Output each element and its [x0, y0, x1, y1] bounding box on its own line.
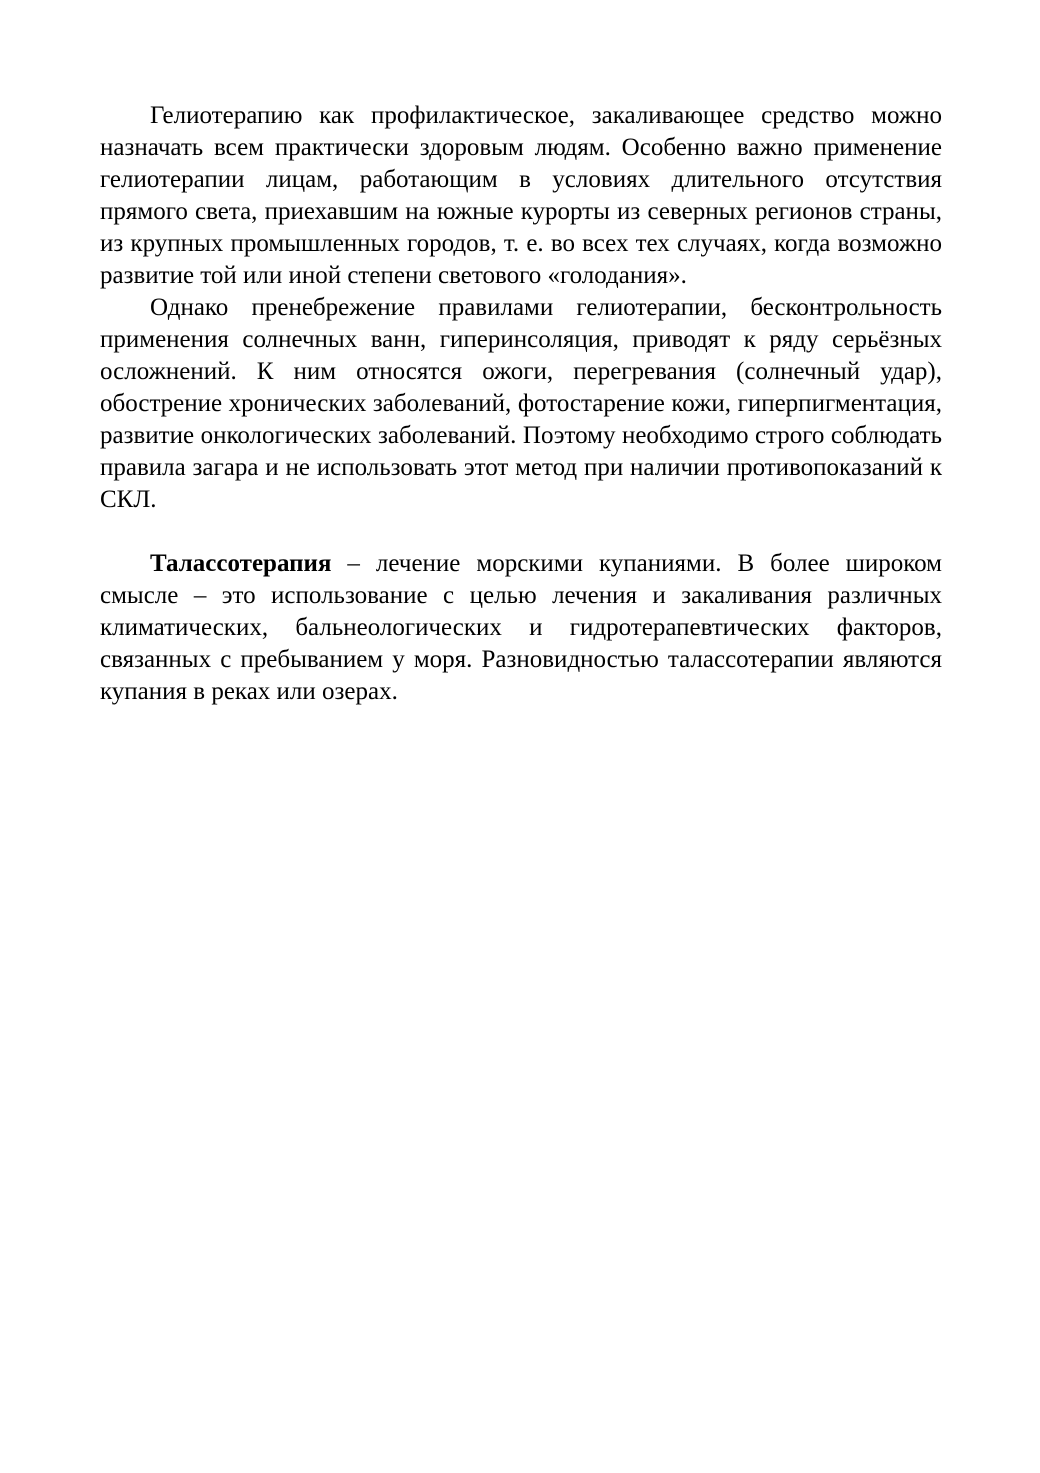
paragraph-heliotherapy-indications: Гелиотерапию как профилактическое, закаливающее средство можно назначать всем практически здоровым людям. Особенно важно применение гелиотерапии лицам, работающим в условиях длительного отсутствия прямого света, приехавшим на южные курорты из северных регионов страны, из крупных промышленных городов, т. е. во всех тех случаях, когда возможно развитие той или иной степени светового «голодания». [100, 102, 942, 289]
thalassotherapy-term: Талассотерапия [150, 550, 332, 577]
paragraph-gap [100, 516, 942, 548]
thalassotherapy-definition-text: – лечение морскими купаниями. В более широком смысле – это использование с целью лечения и закаливания различных климатических, бальнеологических и гидротерапевтических факторов, связанных с пребыванием у моря. Разновидностью талассотерапии являются купания в реках или озерах. [100, 550, 942, 705]
paragraph-heliotherapy-complications: Однако пренебрежение правилами гелиотерапии, бесконтрольность применения солнечных ванн, гиперинсоляция, приводят к ряду серьёзных осложнений. К ним относятся ожоги, перегревания (солнечный удар), обострение хронических заболеваний, фотостарение кожи, гиперпигментация, развитие онкологических заболеваний. Поэтому необходимо строго соблюдать правила загара и не использовать этот метод при наличии противопоказаний к СКЛ. [100, 294, 942, 513]
paragraph-thalassotherapy-definition [100, 548, 942, 708]
page-content [100, 100, 942, 708]
